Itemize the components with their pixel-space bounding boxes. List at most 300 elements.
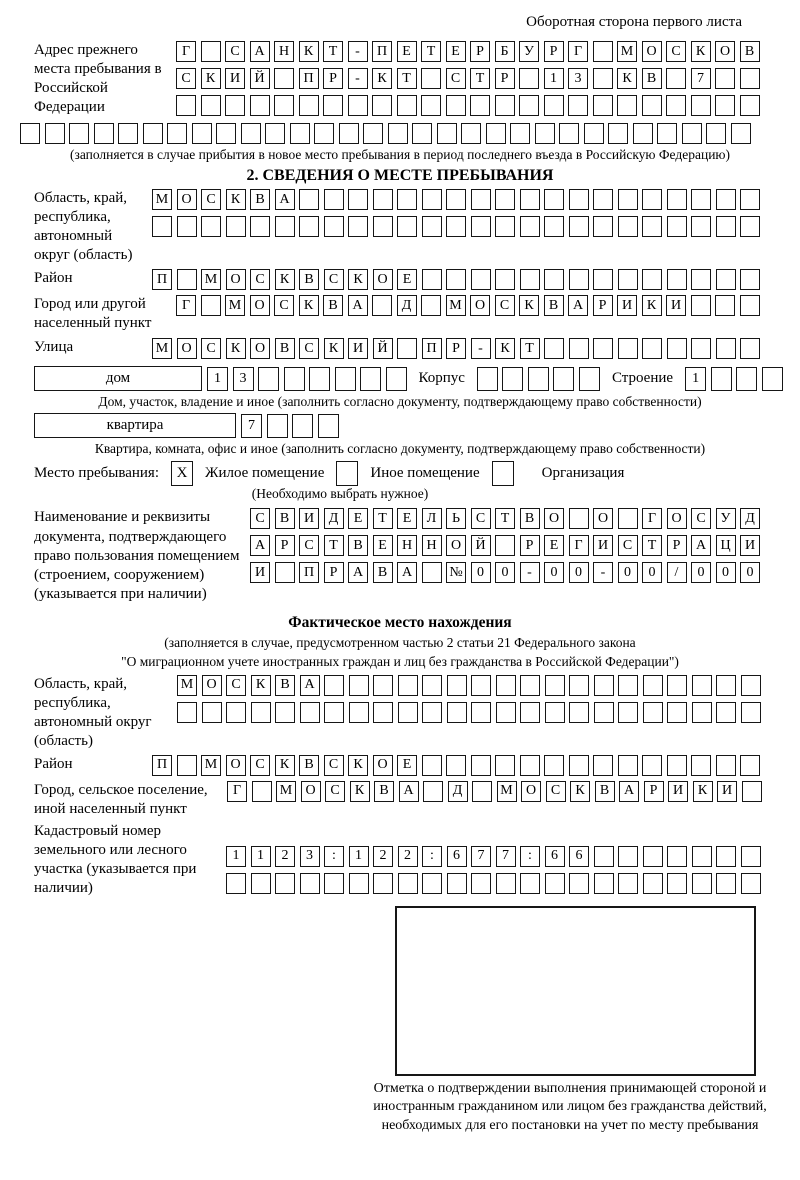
char-box bbox=[569, 338, 589, 359]
char-box bbox=[593, 41, 613, 62]
char-box: В bbox=[373, 562, 393, 583]
char-box bbox=[300, 873, 320, 894]
fact-caption-2: "О миграционном учете иностранных граждан и лиц без гражданства в Российской Федерации") bbox=[121, 653, 679, 669]
char-box bbox=[544, 338, 564, 359]
kvartira-cells bbox=[241, 414, 339, 438]
char-box bbox=[692, 873, 712, 894]
char-box bbox=[251, 873, 271, 894]
char-box: С bbox=[495, 295, 515, 316]
char-box: Е bbox=[348, 508, 368, 529]
doc-label: Наименование и реквизиты документа, подтверждающего право пользования помещением (строением, сооружением) (указывается при наличии) bbox=[34, 509, 240, 602]
char-box: С bbox=[201, 338, 221, 359]
char-box: С bbox=[250, 508, 270, 529]
oblast-field bbox=[34, 189, 780, 265]
char-box: О bbox=[446, 535, 466, 556]
char-box bbox=[716, 873, 736, 894]
char-box: - bbox=[348, 41, 368, 62]
doc-row-1 bbox=[250, 508, 760, 529]
char-box bbox=[495, 216, 515, 237]
char-box: К bbox=[350, 781, 370, 802]
char-box bbox=[495, 535, 515, 556]
char-box bbox=[323, 95, 343, 116]
char-box bbox=[363, 123, 383, 144]
char-box bbox=[226, 873, 246, 894]
char-box: 3 bbox=[233, 367, 254, 391]
char-box bbox=[691, 269, 711, 290]
char-box bbox=[667, 873, 687, 894]
char-box bbox=[398, 702, 418, 723]
char-box: К bbox=[348, 269, 368, 290]
char-box bbox=[667, 269, 687, 290]
char-box bbox=[618, 846, 638, 867]
char-box bbox=[471, 269, 491, 290]
char-box bbox=[510, 123, 530, 144]
char-box: В bbox=[642, 68, 662, 89]
char-box bbox=[519, 95, 539, 116]
fact-gorod-label: Город, сельское поселение, иной населенный пункт bbox=[34, 781, 208, 817]
char-box: П bbox=[422, 338, 442, 359]
char-box: А bbox=[399, 781, 419, 802]
char-box: С bbox=[618, 535, 638, 556]
raion-field bbox=[34, 269, 780, 290]
char-box: Й bbox=[373, 338, 393, 359]
char-box bbox=[740, 189, 760, 210]
doc-row-2 bbox=[250, 535, 760, 556]
gorod-row bbox=[176, 295, 760, 316]
char-box: О bbox=[373, 269, 393, 290]
fact-raion-field bbox=[34, 755, 780, 776]
char-box: : bbox=[520, 846, 540, 867]
char-box bbox=[667, 338, 687, 359]
char-box: А bbox=[250, 535, 270, 556]
char-box bbox=[593, 269, 613, 290]
char-box bbox=[740, 755, 760, 776]
char-box: В bbox=[595, 781, 615, 802]
char-box bbox=[667, 702, 687, 723]
char-box bbox=[471, 702, 491, 723]
char-box: В bbox=[250, 189, 270, 210]
char-box bbox=[446, 189, 466, 210]
char-box bbox=[740, 338, 760, 359]
char-box: Е bbox=[397, 755, 417, 776]
char-box bbox=[741, 702, 761, 723]
char-box bbox=[471, 189, 491, 210]
char-box bbox=[373, 702, 393, 723]
char-box bbox=[568, 95, 588, 116]
char-box bbox=[177, 702, 197, 723]
raion-label: Район bbox=[34, 270, 73, 287]
char-box: 0 bbox=[544, 562, 564, 583]
char-box bbox=[398, 873, 418, 894]
char-box bbox=[642, 755, 662, 776]
char-box: 3 bbox=[300, 846, 320, 867]
prev-address-row-4 bbox=[20, 123, 780, 144]
char-box bbox=[373, 216, 393, 237]
kvartira-box-label: квартира bbox=[34, 413, 236, 438]
char-box bbox=[594, 675, 614, 696]
char-box bbox=[716, 702, 736, 723]
char-box: И bbox=[717, 781, 737, 802]
raion-row bbox=[152, 269, 760, 290]
char-box bbox=[421, 95, 441, 116]
char-box: Т bbox=[323, 41, 343, 62]
char-box bbox=[742, 781, 762, 802]
char-box: И bbox=[617, 295, 637, 316]
char-box bbox=[618, 269, 638, 290]
char-box bbox=[593, 68, 613, 89]
char-box: П bbox=[152, 269, 172, 290]
dom-cells bbox=[207, 367, 407, 391]
char-box: Р bbox=[446, 338, 466, 359]
stroenie-cells bbox=[685, 367, 783, 391]
char-box bbox=[553, 367, 574, 391]
char-box bbox=[422, 562, 442, 583]
char-box: Р bbox=[323, 68, 343, 89]
char-box bbox=[267, 414, 288, 438]
char-box: А bbox=[397, 562, 417, 583]
char-box bbox=[716, 846, 736, 867]
char-box bbox=[324, 189, 344, 210]
char-box bbox=[545, 675, 565, 696]
char-box bbox=[324, 702, 344, 723]
char-box bbox=[569, 873, 589, 894]
char-box bbox=[544, 95, 564, 116]
char-box bbox=[496, 675, 516, 696]
char-box: Т bbox=[421, 41, 441, 62]
char-box: Г bbox=[569, 535, 589, 556]
char-box: Г bbox=[176, 41, 196, 62]
char-box: К bbox=[617, 68, 637, 89]
char-box bbox=[706, 123, 726, 144]
char-box: К bbox=[693, 781, 713, 802]
char-box bbox=[152, 216, 172, 237]
char-box bbox=[716, 338, 736, 359]
gorod-label: Город или другой населенный пункт bbox=[34, 296, 152, 332]
char-box: С bbox=[446, 68, 466, 89]
char-box: А bbox=[250, 41, 270, 62]
char-box bbox=[495, 189, 515, 210]
char-box: С bbox=[324, 755, 344, 776]
char-box: С bbox=[176, 68, 196, 89]
char-box bbox=[667, 189, 687, 210]
char-box: О bbox=[373, 755, 393, 776]
char-box bbox=[422, 702, 442, 723]
char-box bbox=[373, 189, 393, 210]
char-box bbox=[520, 269, 540, 290]
char-box: К bbox=[275, 755, 295, 776]
char-box: Т bbox=[520, 338, 540, 359]
char-box: 3 bbox=[568, 68, 588, 89]
checkbox-zhiloe: X bbox=[171, 461, 193, 486]
char-box bbox=[691, 189, 711, 210]
char-box: С bbox=[201, 189, 221, 210]
char-box: 2 bbox=[398, 846, 418, 867]
char-box: О bbox=[250, 338, 270, 359]
char-box: 1 bbox=[251, 846, 271, 867]
char-box bbox=[716, 269, 736, 290]
char-box: С bbox=[471, 508, 491, 529]
char-box bbox=[691, 295, 711, 316]
dom-box-label: дом bbox=[34, 366, 202, 391]
char-box bbox=[422, 216, 442, 237]
char-box bbox=[349, 873, 369, 894]
char-box: 0 bbox=[569, 562, 589, 583]
char-box bbox=[177, 216, 197, 237]
char-box bbox=[348, 189, 368, 210]
char-box bbox=[318, 414, 339, 438]
char-box bbox=[309, 367, 330, 391]
char-box: Р bbox=[644, 781, 664, 802]
char-box bbox=[692, 702, 712, 723]
char-box bbox=[446, 95, 466, 116]
char-box bbox=[740, 295, 760, 316]
char-box: Н bbox=[422, 535, 442, 556]
char-box: О bbox=[301, 781, 321, 802]
char-box: В bbox=[299, 755, 319, 776]
char-box bbox=[348, 95, 368, 116]
char-box: И bbox=[250, 562, 270, 583]
char-box bbox=[225, 95, 245, 116]
char-box bbox=[360, 367, 381, 391]
char-box bbox=[275, 216, 295, 237]
char-box bbox=[167, 123, 187, 144]
char-box bbox=[372, 295, 392, 316]
char-box: М bbox=[201, 755, 221, 776]
char-box bbox=[20, 123, 40, 144]
char-box bbox=[617, 95, 637, 116]
char-box bbox=[618, 675, 638, 696]
char-box: Е bbox=[397, 41, 417, 62]
char-box: : bbox=[422, 846, 442, 867]
char-box bbox=[715, 295, 735, 316]
prev-address-field bbox=[34, 41, 780, 117]
char-box: О bbox=[667, 508, 687, 529]
char-box bbox=[446, 755, 466, 776]
char-box bbox=[241, 123, 261, 144]
char-box bbox=[201, 95, 221, 116]
char-box: / bbox=[667, 562, 687, 583]
char-box bbox=[608, 123, 628, 144]
fact-gorod-field bbox=[34, 781, 780, 819]
char-box: К bbox=[519, 295, 539, 316]
char-box: М bbox=[617, 41, 637, 62]
char-box: Г bbox=[176, 295, 196, 316]
char-box bbox=[740, 95, 760, 116]
char-box bbox=[559, 123, 579, 144]
char-box: А bbox=[691, 535, 711, 556]
char-box: Т bbox=[373, 508, 393, 529]
fact-title: Фактическое место нахождения bbox=[288, 613, 512, 631]
char-box bbox=[265, 123, 285, 144]
char-box: Е bbox=[544, 535, 564, 556]
char-box bbox=[292, 414, 313, 438]
char-box bbox=[372, 95, 392, 116]
char-box bbox=[741, 846, 761, 867]
char-box bbox=[397, 189, 417, 210]
char-box bbox=[731, 123, 751, 144]
char-box bbox=[335, 367, 356, 391]
char-box bbox=[471, 675, 491, 696]
char-box bbox=[569, 216, 589, 237]
char-box bbox=[250, 95, 270, 116]
char-box bbox=[593, 216, 613, 237]
char-box bbox=[618, 189, 638, 210]
char-box: 1 bbox=[685, 367, 706, 391]
char-box bbox=[314, 123, 334, 144]
gorod-field bbox=[34, 295, 780, 333]
char-box: Ц bbox=[716, 535, 736, 556]
char-box: Е bbox=[397, 269, 417, 290]
char-box bbox=[736, 367, 757, 391]
char-box bbox=[762, 367, 783, 391]
char-box bbox=[421, 295, 441, 316]
option-organizaciya-label: Организация bbox=[541, 465, 625, 482]
char-box: О bbox=[715, 41, 735, 62]
char-box: 6 bbox=[545, 846, 565, 867]
char-box bbox=[471, 755, 491, 776]
char-box bbox=[642, 216, 662, 237]
char-box: О bbox=[250, 295, 270, 316]
char-box: М bbox=[225, 295, 245, 316]
char-box: М bbox=[497, 781, 517, 802]
char-box bbox=[94, 123, 114, 144]
char-box: Т bbox=[495, 508, 515, 529]
char-box bbox=[471, 216, 491, 237]
char-box: Е bbox=[446, 41, 466, 62]
char-box: Д bbox=[740, 508, 760, 529]
char-box bbox=[594, 702, 614, 723]
char-box: О bbox=[521, 781, 541, 802]
char-box bbox=[397, 338, 417, 359]
char-box: Г bbox=[227, 781, 247, 802]
ulitsa-row bbox=[152, 338, 760, 359]
char-box bbox=[477, 367, 498, 391]
char-box bbox=[397, 216, 417, 237]
char-box: В bbox=[544, 295, 564, 316]
char-box bbox=[520, 755, 540, 776]
char-box bbox=[741, 675, 761, 696]
char-box bbox=[667, 755, 687, 776]
char-box bbox=[386, 367, 407, 391]
char-box bbox=[520, 873, 540, 894]
char-box bbox=[226, 702, 246, 723]
char-box bbox=[545, 873, 565, 894]
char-box: С bbox=[666, 41, 686, 62]
char-box bbox=[535, 123, 555, 144]
page-corner-note: Оборотная сторона первого листа bbox=[526, 14, 742, 30]
char-box: М bbox=[446, 295, 466, 316]
char-box: Г bbox=[642, 508, 662, 529]
char-box: И bbox=[299, 508, 319, 529]
char-box: У bbox=[716, 508, 736, 529]
char-box: К bbox=[299, 295, 319, 316]
char-box bbox=[520, 675, 540, 696]
char-box bbox=[740, 216, 760, 237]
char-box: Е bbox=[373, 535, 393, 556]
char-box bbox=[593, 338, 613, 359]
char-box bbox=[423, 781, 443, 802]
char-box: М bbox=[177, 675, 197, 696]
char-box: С bbox=[546, 781, 566, 802]
char-box: Р bbox=[324, 562, 344, 583]
char-box: - bbox=[593, 562, 613, 583]
char-box: - bbox=[348, 68, 368, 89]
doc-row-3 bbox=[250, 562, 760, 583]
char-box: М bbox=[152, 189, 172, 210]
char-box bbox=[192, 123, 212, 144]
char-box bbox=[349, 675, 369, 696]
char-box: А bbox=[348, 562, 368, 583]
char-box bbox=[715, 68, 735, 89]
char-box bbox=[177, 269, 197, 290]
char-box: В bbox=[348, 535, 368, 556]
oblast-row-1 bbox=[152, 189, 760, 210]
char-box bbox=[569, 755, 589, 776]
char-box bbox=[642, 95, 662, 116]
kadastr-field bbox=[34, 822, 780, 898]
char-box bbox=[642, 269, 662, 290]
fact-oblast-row-1 bbox=[177, 675, 761, 696]
dom-caption: Дом, участок, владение и иное (заполнить согласно документу, подтверждающему право собственности) bbox=[98, 394, 702, 410]
char-box bbox=[275, 562, 295, 583]
char-box bbox=[618, 873, 638, 894]
char-box bbox=[593, 95, 613, 116]
char-box bbox=[618, 216, 638, 237]
char-box: Д bbox=[397, 295, 417, 316]
char-box bbox=[740, 68, 760, 89]
char-box bbox=[633, 123, 653, 144]
char-box bbox=[716, 216, 736, 237]
char-box: А bbox=[348, 295, 368, 316]
char-box bbox=[397, 95, 417, 116]
char-box bbox=[471, 873, 491, 894]
char-box bbox=[118, 123, 138, 144]
fact-caption-1: (заполняется в случае, предусмотренном частью 2 статьи 21 Федерального закона bbox=[164, 634, 636, 650]
char-box: О bbox=[177, 338, 197, 359]
char-box: Т bbox=[642, 535, 662, 556]
char-box: С bbox=[225, 41, 245, 62]
char-box bbox=[324, 216, 344, 237]
char-box bbox=[373, 873, 393, 894]
char-box bbox=[388, 123, 408, 144]
char-box: И bbox=[666, 295, 686, 316]
char-box: 1 bbox=[207, 367, 228, 391]
char-box: В bbox=[520, 508, 540, 529]
char-box: С bbox=[324, 269, 344, 290]
kadastr-row-2 bbox=[226, 873, 761, 894]
char-box: № bbox=[446, 562, 466, 583]
char-box: А bbox=[300, 675, 320, 696]
prev-address-row-1 bbox=[176, 41, 760, 62]
char-box: П bbox=[299, 68, 319, 89]
char-box: А bbox=[568, 295, 588, 316]
char-box: 7 bbox=[496, 846, 516, 867]
char-box bbox=[544, 189, 564, 210]
char-box: Е bbox=[397, 508, 417, 529]
checkbox-inoe bbox=[336, 461, 358, 486]
char-box bbox=[422, 873, 442, 894]
char-box: И bbox=[593, 535, 613, 556]
char-box bbox=[275, 702, 295, 723]
char-box: С bbox=[325, 781, 345, 802]
char-box bbox=[520, 702, 540, 723]
char-box bbox=[422, 189, 442, 210]
oblast-label: Область, край, республика, автономный округ (область) bbox=[34, 190, 133, 264]
char-box bbox=[667, 675, 687, 696]
char-box bbox=[495, 755, 515, 776]
char-box: О bbox=[202, 675, 222, 696]
char-box: 7 bbox=[241, 414, 262, 438]
